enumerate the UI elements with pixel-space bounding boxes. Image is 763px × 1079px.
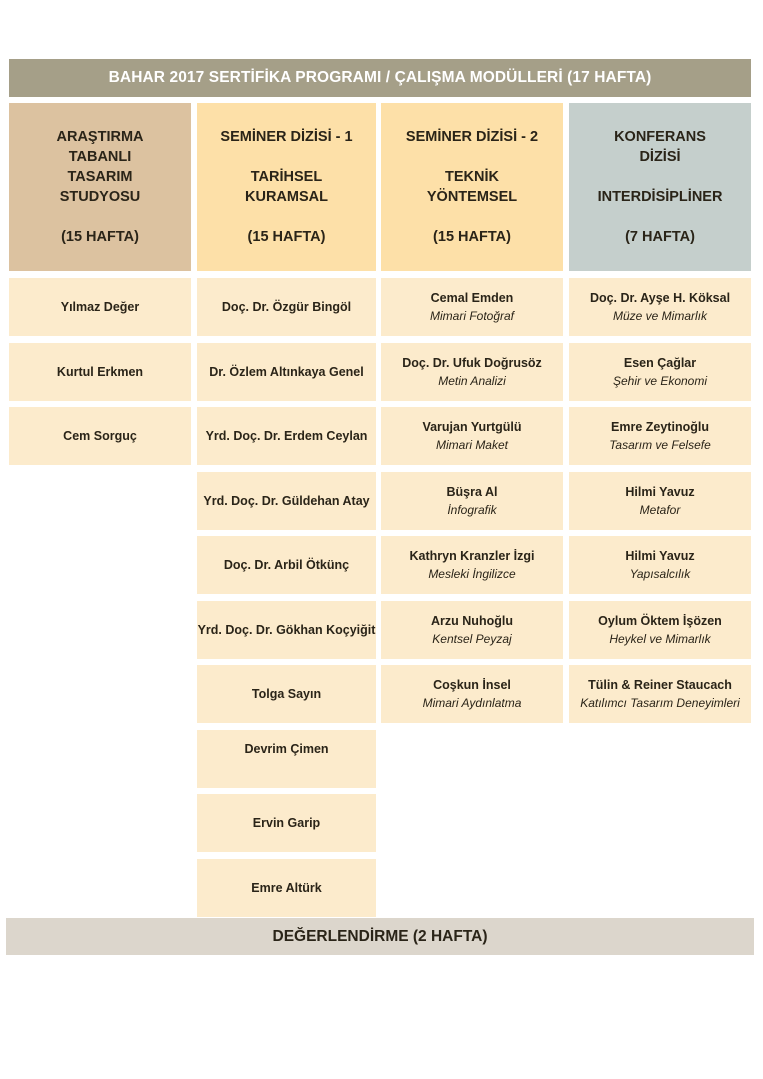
col4-item [569,472,751,530]
col2-item [197,278,376,336]
col2-item [197,343,376,401]
instructor-name: Varujan Yurtgülü [422,420,522,434]
col3-item [381,536,563,594]
course-topic: Şehir ve Ekonomi [612,373,708,388]
instructor-name: Yılmaz Değer [60,300,140,314]
instructor-name: Cem Sorguç [63,429,137,443]
evaluation-footer: DEĞERLENDİRME (2 HAFTA) [6,918,754,955]
course-topic: Müze ve Mimarlık [612,309,707,323]
instructor-name: Arzu Nuhoğlu [431,613,513,628]
instructor-name: Doç. Dr. Ayşe H. Köksal [589,291,731,305]
course-topic: Mimari Fotoğraf [429,309,515,323]
course-topic: Metin Analizi [438,373,506,388]
instructor-name: Tülin & Reiner Staucach [588,678,732,692]
col1-item [9,407,191,465]
instructor-name: Büşra Al [446,484,498,499]
instructor-name: Doç. Dr. Ufuk Doğrusöz [402,355,542,370]
course-topic: Metafor [639,502,681,517]
course-topic: İnfografik [447,502,497,517]
instructor-name: Devrim Çimen [244,741,329,756]
course-topic: Tasarım ve Felsefe [609,438,711,452]
col2-item [197,665,376,723]
instructor-name: Yrd. Doç. Dr. Erdem Ceylan [205,429,368,443]
col4-item [569,665,751,723]
col2-item [197,859,376,917]
course-topic: Mimari Aydınlatma [422,696,522,710]
instructor-name: Emre Altürk [251,880,322,895]
instructor-name: Kurtul Erkmen [56,364,144,379]
instructor-name: Dr. Özlem Altınkaya Genel [209,364,364,379]
instructor-name: Emre Zeytinoğlu [611,420,709,434]
col3-item [381,665,563,723]
instructor-name: Ervin Garip [252,816,321,830]
col2-item [197,601,376,659]
instructor-name: Doç. Dr. Özgür Bingöl [221,300,352,314]
col4-item [569,601,751,659]
course-topic: Mesleki İngilizce [428,567,516,581]
instructor-name: Yrd. Doç. Dr. Gökhan Koçyiğit [197,622,376,637]
instructor-name: Esen Çağlar [623,355,697,370]
instructor-name: Oylum Öktem İşözen [598,613,722,628]
instructor-name: Cemal Emden [430,291,514,305]
course-topic: Heykel ve Mimarlık [609,631,711,646]
program-title-banner: BAHAR 2017 SERTİFİKA PROGRAMI / ÇALIŞMA MODÜLLERİ (17 HAFTA) [9,59,751,97]
col3-item [381,278,563,336]
col3-header: SEMİNER DİZİSİ - 2 TEKNİK YÖNTEMSEL (15 HAFTA) [381,103,563,271]
instructor-name: Yrd. Doç. Dr. Güldehan Atay [203,493,370,508]
col1-header: ARAŞTIRMA TABANLI TASARIM STUDYOSU (15 HAFTA) [9,103,191,271]
col4-item [569,407,751,465]
col3-item [381,601,563,659]
col2-header: SEMİNER DİZİSİ - 1 TARİHSEL KURAMSAL (15 HAFTA) [197,103,376,271]
instructor-name: Tolga Sayın [251,687,322,701]
col2-item [197,472,376,530]
instructor-name: Hilmi Yavuz [625,484,695,499]
col2-item [197,730,376,788]
col4-item [569,536,751,594]
col3-item [381,472,563,530]
col4-item [569,343,751,401]
col3-item [381,407,563,465]
col1-item [9,343,191,401]
course-topic: Yapısalcılık [629,567,691,581]
col2-item [197,536,376,594]
instructor-name: Hilmi Yavuz [625,549,695,563]
course-topic: Katılımcı Tasarım Deneyimleri [580,696,740,710]
instructor-name: Doç. Dr. Arbil Ötkünç [223,558,350,572]
instructor-name: Coşkun İnsel [433,678,511,692]
instructor-name: Kathryn Kranzler İzgi [409,549,535,563]
col3-item [381,343,563,401]
col4-header: KONFERANS DİZİSİ INTERDİSİPLİNER (7 HAFTA) [569,103,751,271]
col2-item [197,794,376,852]
col1-item [9,278,191,336]
col2-item [197,407,376,465]
col4-item [569,278,751,336]
course-topic: Kentsel Peyzaj [432,631,512,646]
course-topic: Mimari Maket [435,438,508,452]
